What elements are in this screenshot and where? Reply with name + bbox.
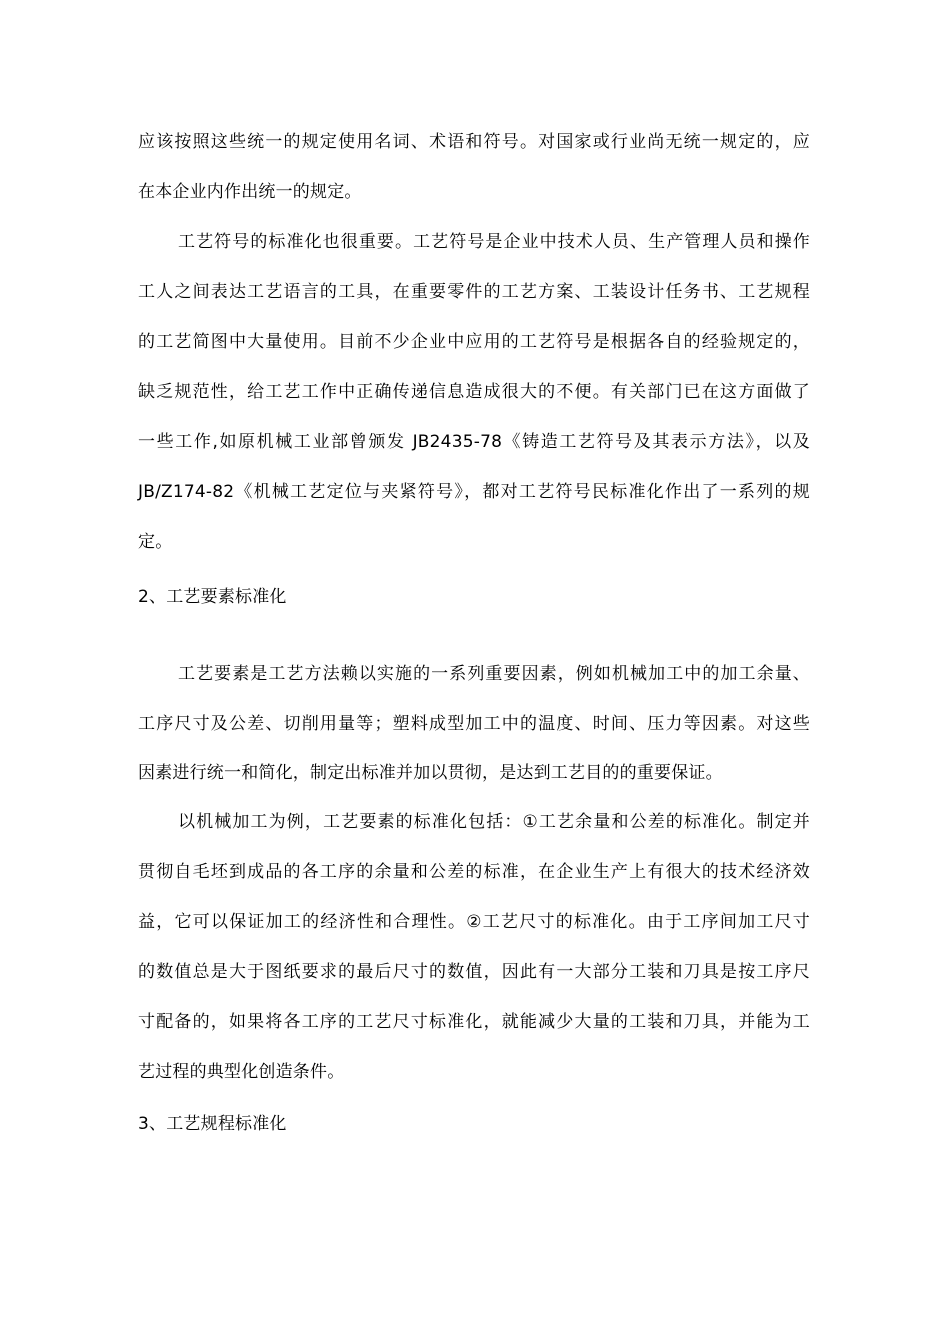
section-heading: 2、工艺要素标准化 [138, 587, 287, 607]
paragraph-line: 一些工作,如原机械工业部曾颁发 JB2435-78《铸造工艺符号及其表示方法》，以及 [138, 432, 810, 452]
paragraph-line: 工人之间表达工艺语言的工具，在重要零件的工艺方案、工装设计任务书、工艺规程 [138, 282, 810, 302]
paragraph-line: 艺过程的典型化创造条件。 [138, 1062, 345, 1082]
paragraph-line: 缺乏规范性，给工艺工作中正确传递信息造成很大的不便。有关部门已在这方面做了 [138, 382, 810, 402]
paragraph-line: 益，它可以保证加工的经济性和合理性。②工艺尺寸的标准化。由于工序间加工尺寸 [138, 912, 810, 932]
paragraph-line: 工艺符号的标准化也很重要。工艺符号是企业中技术人员、生产管理人员和操作 [178, 232, 810, 252]
paragraph-line: 贯彻自毛坯到成品的各工序的余量和公差的标准，在企业生产上有很大的技术经济效 [138, 862, 810, 882]
paragraph-line: 工艺要素是工艺方法赖以实施的一系列重要因素，例如机械加工中的加工余量、 [178, 664, 810, 684]
paragraph-line: 应该按照这些统一的规定使用名词、术语和符号。对国家或行业尚无统一规定的，应 [138, 132, 810, 152]
paragraph-line: 的工艺简图中大量使用。目前不少企业中应用的工艺符号是根据各自的经验规定的， [138, 332, 810, 352]
paragraph-line: 因素进行统一和简化，制定出标准并加以贯彻，是达到工艺目的的重要保证。 [138, 763, 723, 783]
paragraph-line: 寸配备的，如果将各工序的工艺尺寸标准化，就能减少大量的工装和刀具，并能为工 [138, 1012, 810, 1032]
paragraph-line: JB/Z174-82《机械工艺定位与夹紧符号》，都对工艺符号民标准化作出了一系列的规 [138, 482, 810, 502]
paragraph-line: 定。 [138, 532, 173, 552]
paragraph-line: 的数值总是大于图纸要求的最后尺寸的数值，因此有一大部分工装和刀具是按工序尺 [138, 962, 810, 982]
paragraph-line: 工序尺寸及公差、切削用量等；塑料成型加工中的温度、时间、压力等因素。对这些 [138, 714, 810, 734]
paragraph-line: 以机械加工为例，工艺要素的标准化包括：①工艺余量和公差的标准化。制定并 [178, 812, 810, 832]
section-heading: 3、工艺规程标准化 [138, 1114, 287, 1134]
paragraph-line: 在本企业内作出统一的规定。 [138, 182, 362, 202]
